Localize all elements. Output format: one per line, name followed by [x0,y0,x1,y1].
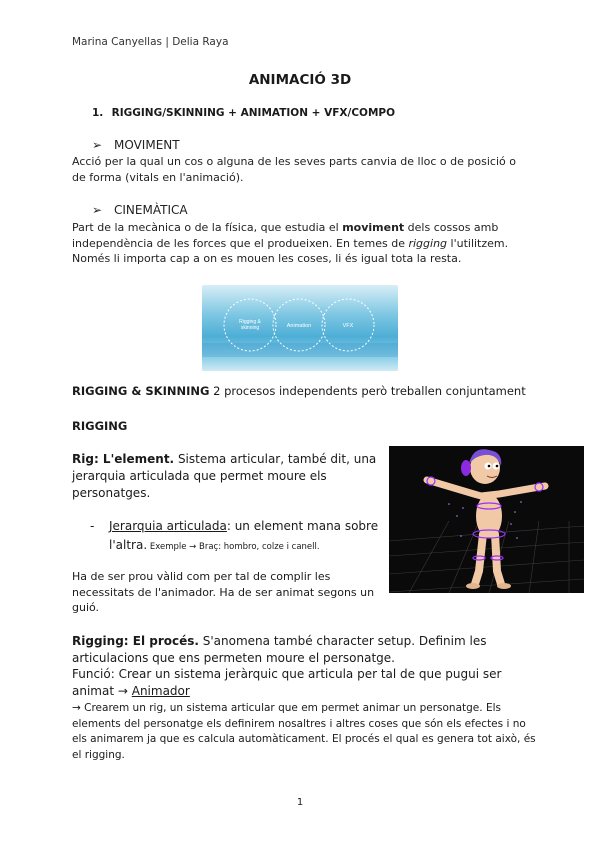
cinematica-text-2: dels cossos amb independència de les forces que el produeixen. En temes de [72,221,499,250]
list-dash: - [90,519,95,533]
page-title: ANIMACIÓ 3D [248,72,352,88]
page-number: 1 [296,797,304,808]
rigged-character-image [389,446,584,593]
funcio-text: Funció: Crear un sistema jeràrquic que articula per tal de que pugui ser animat → [72,667,502,698]
ha-de-paragraph: Ha de ser prou vàlid com per tal de complir les necessitats de l'animador. Ha de ser animat segons un guió. [72,570,375,614]
cinematica-text-1: Part de la mecànica o de la física, que estudia el [72,221,343,234]
creare-paragraph: → Crearem un rig, un sistema articular que em permet animar un personatge. Els elements del personatge els definirem nosaltres i altres coses que són els efectes i no els animarem ja que es calcula automàticament. El procés el qual es genera tot això, és el rigging. [72,702,536,761]
arrow-bullet-icon: ➢ [92,138,103,152]
cinematica-paragraph [72,220,527,267]
diagram-label-rigging-2: skinning [240,325,260,331]
diagram-label-animation: Animation [286,323,312,329]
arrow-bullet-icon: ➢ [92,203,103,217]
moviment-heading-text: MOVIMENT [114,138,180,152]
rigging-skinning-bold: RIGGING & SKINNING [72,384,210,398]
cinematica-text-3: l'utilitzem. Només li importa cap a on es mouen les coses, li és igual tota la resta. [72,236,509,265]
section-heading-1 [92,107,395,119]
cinematica-bold: moviment [342,221,405,234]
pipeline-diagram-image [202,285,398,371]
list-text: : un element mana sobre l'altra. [109,519,379,552]
section-number: 1. [92,107,104,119]
cinematica-heading [92,203,188,217]
rigging-heading: RIGGING [72,419,128,433]
cinematica-italic: rigging [408,236,448,250]
moviment-paragraph: Acció per la qual un cos o alguna de les seves parts canvia de lloc o de posició o de forma (vitals en l'animació). [72,155,516,184]
proces-bold: Rigging: El procés. [72,634,199,648]
diagram-label-rigging: Rigging & [239,319,261,325]
cinematica-heading-text: CINEMÀTICA [114,203,188,217]
proces-paragraph [72,633,542,699]
rig-element-bold: Rig: L'element. [72,452,175,466]
funcio-underlined: Animador [131,683,190,698]
rig-element-paragraph [72,451,377,502]
diagram-label-vfx: VFX [342,323,354,329]
rigging-skinning-line [72,384,526,398]
proces-text: S'anomena també character setup. Definim les articulacions que ens permeten moure el personatge. [72,634,487,665]
list-item [90,517,382,557]
moviment-heading [92,138,180,152]
section-label: RIGGING/SKINNING + ANIMATION + VFX/COMPO [111,107,396,119]
list-example: Exemple → Braç: hombro, colze i canell. [147,542,320,552]
rig-element-text: Sistema articular, també dit, una jerarquia articulada que permet moure els personatges. [72,452,377,500]
header-authors: Marina Canyellas | Delia Raya [72,36,229,48]
rigging-skinning-text: 2 procesos independents però treballen conjuntament [209,384,526,398]
list-underlined: Jerarquia articulada [109,519,227,533]
